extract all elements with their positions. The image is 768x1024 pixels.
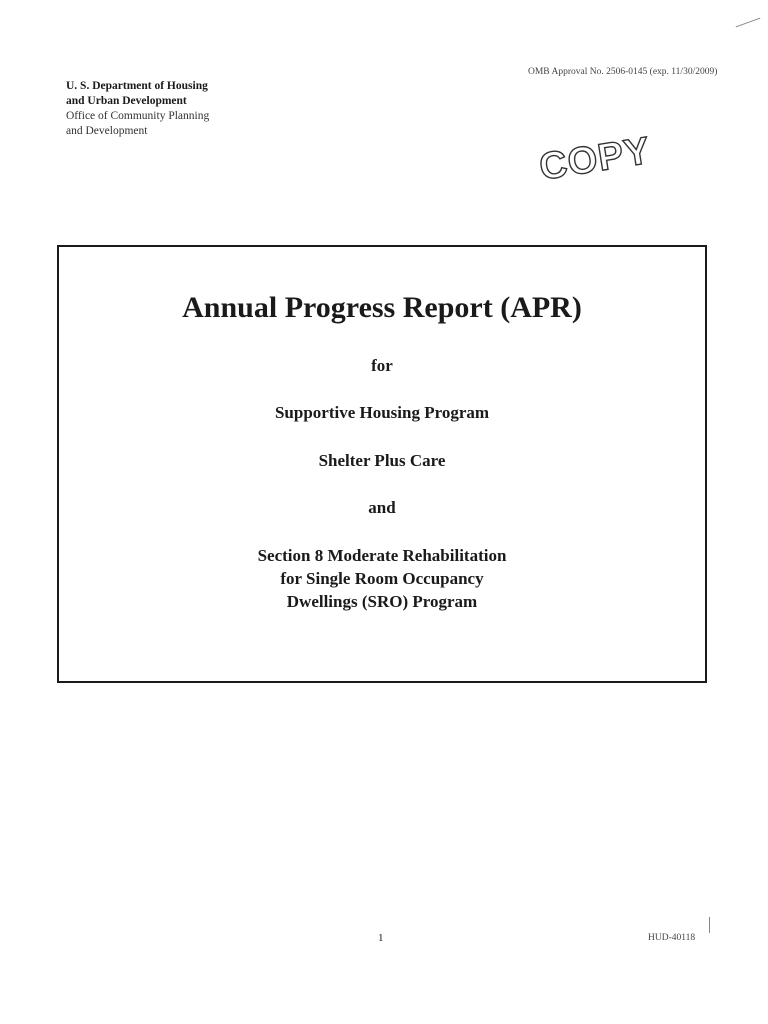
omb-approval: OMB Approval No. 2506-0145 (exp. 11/30/2009) [528, 67, 718, 77]
report-title: Annual Progress Report (APR) [182, 291, 582, 324]
program-sro-line-3: Dwellings (SRO) Program [286, 592, 478, 611]
page-number: 1 [378, 932, 384, 944]
agency-line-2: and Urban Development [66, 95, 187, 107]
copy-stamp-text: COPY [536, 129, 654, 189]
office-line-1: Office of Community Planning [66, 110, 210, 122]
copy-stamp [537, 130, 654, 190]
agency-line-1: U. S. Department of Housing [66, 80, 208, 92]
program-sro [59, 544, 705, 613]
program-supportive-housing: Supportive Housing Program [274, 403, 490, 422]
scan-mark-footer [709, 917, 710, 933]
program-shelter-plus-care: Shelter Plus Care [318, 451, 446, 470]
program-sro-line-2: for Single Room Occupancy [280, 569, 484, 588]
and-label: and [368, 498, 396, 517]
title-box [57, 245, 707, 683]
program-sro-line-1: Section 8 Moderate Rehabilitation [257, 546, 507, 565]
for-label: for [371, 356, 393, 375]
agency-block [66, 79, 209, 139]
office-line-2: and Development [66, 125, 148, 137]
form-number: HUD-40118 [648, 933, 696, 943]
scan-mark-top-right [736, 18, 761, 28]
